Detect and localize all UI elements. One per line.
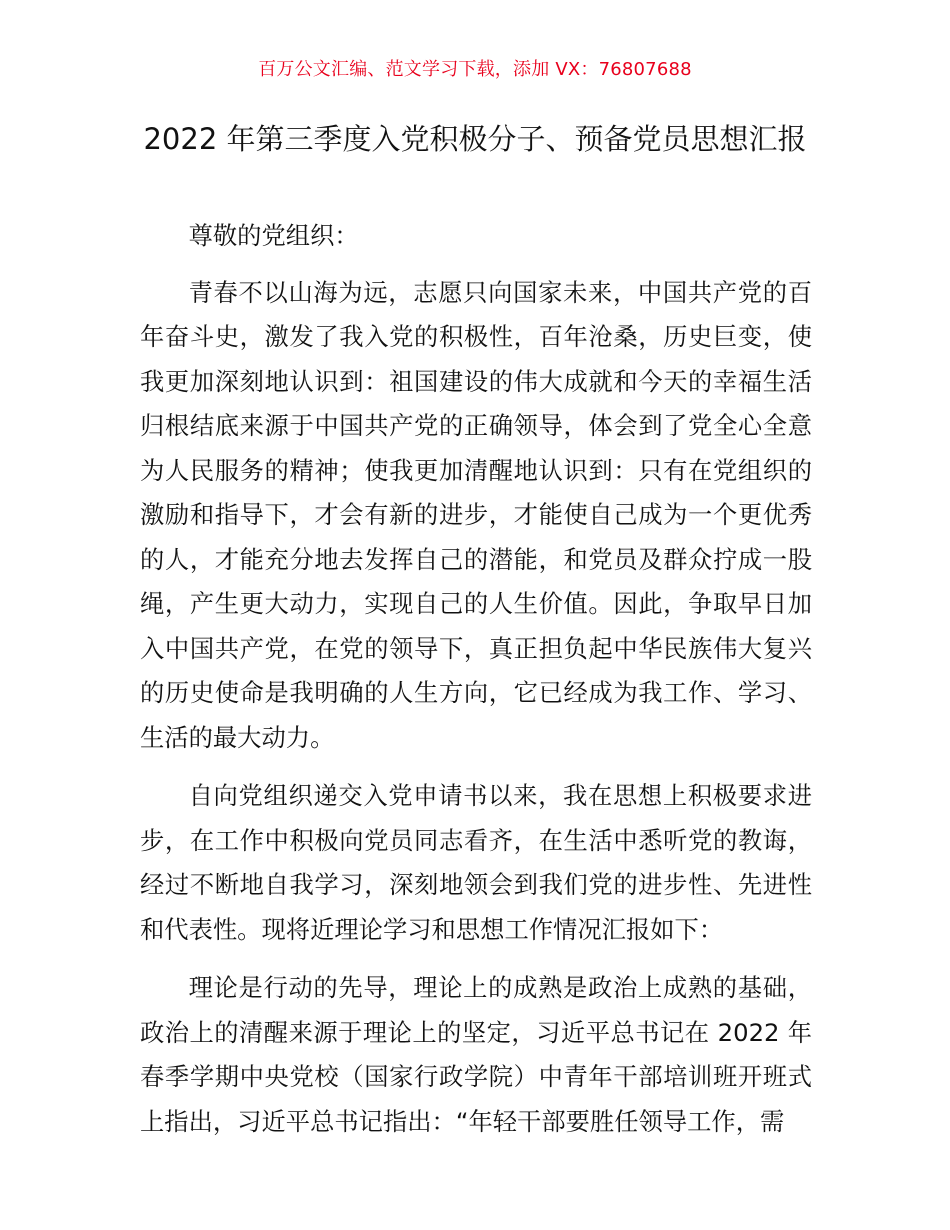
salutation: 尊敬的党组织： — [188, 221, 359, 250]
header-banner: 百万公文汇编、范文学习下载，添加 VX：76807688 — [258, 59, 692, 80]
document-title: 2022 年第三季度入党积极分子、预备党员思想汇报 — [143, 122, 807, 156]
paragraph-3: 理论是行动的先导，理论上的成熟是政治上成熟的基础，政治上的清醒来源于理论上的坚定，习近平总书记在 2022 年春季学期中央党校（国家行政学院）中青年干部培训班开班式上指出，习近平总书记指出：“年轻干部要胜任领导工作，需 — [140, 973, 812, 1136]
paragraph-2: 自向党组织递交入党申请书以来，我在思想上积极要求进步，在工作中积极向党员同志看齐，在生活中悉听党的教诲，经过不断地自我学习，深刻地领会到我们党的进步性、先进性和代表性。现将近理论学习和思想工作情况汇报如下： — [140, 781, 812, 944]
paragraph-1: 青春不以山海为远，志愿只向国家未来，中国共产党的百年奋斗史，激发了我入党的积极性，百年沧桑，历史巨变，使我更加深刻地认识到：祖国建设的伟大成就和今天的幸福生活归根结底来源于中国共产党的正确领导，体会到了党全心全意为人民服务的精神；使我更加清醒地认识到：只有在党组织的激励和指导下，才会有新的进步，才能使自己成为一个更优秀的人，才能充分地去发挥自己的潜能，和党员及群众拧成一股绳，产生更大动力，实现自己的人生价值。因此，争取早日加入中国共产党，在党的领导下，真正担负起中华民族伟大复兴的历史使命是我明确的人生方向，它已经成为我工作、学习、生活的最大动力。 — [140, 277, 812, 752]
document-body — [140, 214, 812, 1158]
